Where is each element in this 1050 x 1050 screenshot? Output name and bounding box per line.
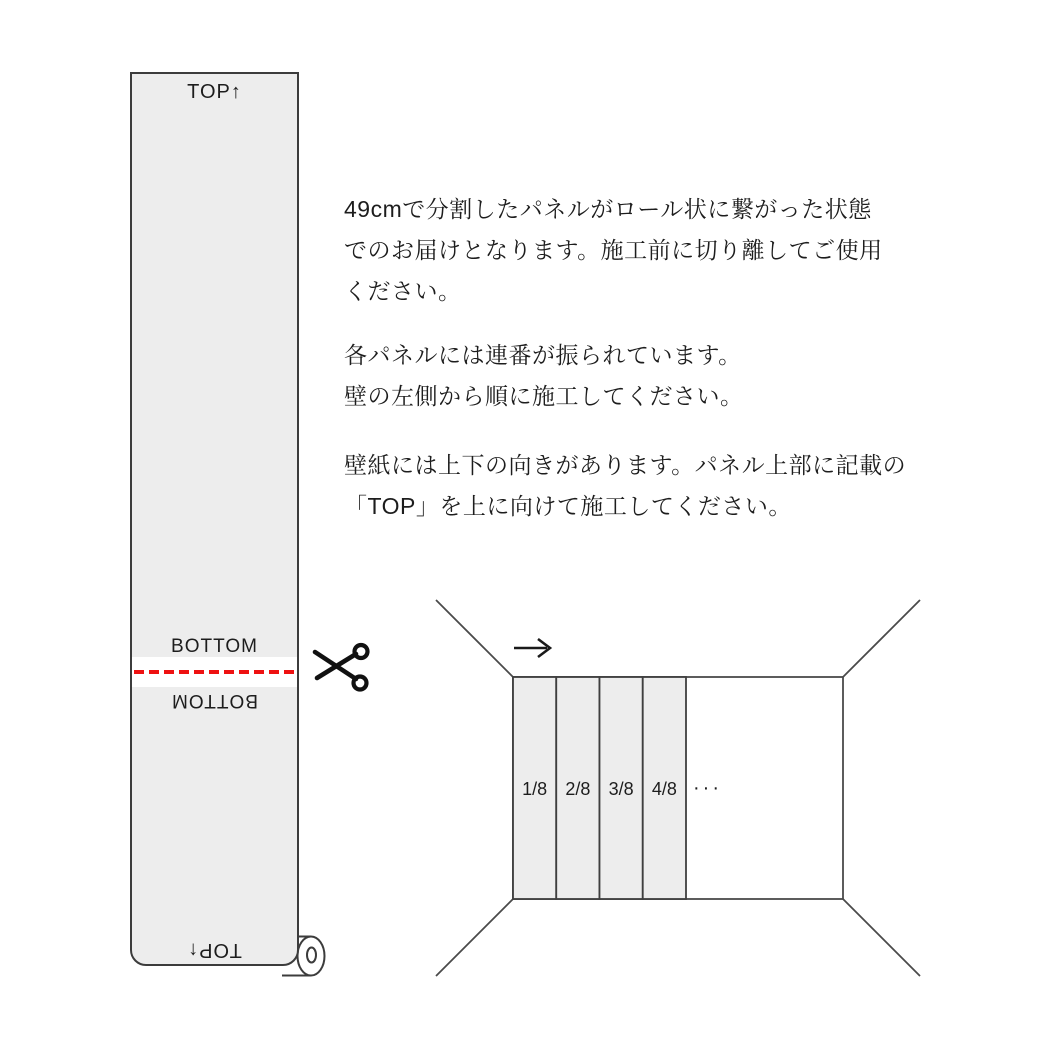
cut-band	[132, 657, 297, 687]
more-panels-indicator: ···	[693, 777, 722, 799]
paragraph-orientation	[344, 445, 964, 527]
wall-panel-label-4: 4/8	[651, 779, 677, 799]
paragraph-numbering	[344, 335, 964, 417]
wall-diagram	[430, 595, 926, 981]
paragraph-line: ください。	[344, 278, 462, 304]
paragraph-line: 壁の左側から順に施工してください。	[344, 383, 744, 409]
paragraph-line: 壁紙には上下の向きがあります。パネル上部に記載の	[344, 452, 907, 478]
paragraph-line: 49cmで分割したパネルがロール状に繋がった状態	[344, 196, 872, 222]
paragraph-line: 各パネルには連番が振られています。	[344, 342, 742, 368]
wall-panel-label-2: 2/8	[565, 779, 591, 799]
perspective-line-bottom-right	[843, 899, 920, 976]
wall-panel-label-1: 1/8	[522, 779, 548, 799]
perspective-line-top-left	[436, 600, 513, 677]
paragraph-line: でのお届けとなります。施工前に切り離してご使用	[344, 237, 883, 263]
cut-bottom-label: BOTTOM	[171, 636, 258, 657]
cut-line	[134, 670, 295, 674]
right-arrow-icon	[514, 639, 550, 657]
cut-bottom-label-flipped: BOTTOM	[171, 690, 258, 711]
paragraph-line: 「TOP」を上に向けて施工してください。	[344, 493, 792, 519]
wall-panel-label-3: 3/8	[608, 779, 634, 799]
paragraph-delivery	[344, 189, 964, 312]
perspective-line-bottom-left	[436, 899, 513, 976]
strip-end-top-label-flipped: TOP↑	[187, 939, 242, 961]
scissors-icon	[310, 640, 372, 694]
strip-top-label: TOP↑	[187, 81, 242, 103]
perspective-line-top-right	[843, 600, 920, 677]
wallpaper-strip	[130, 72, 299, 966]
